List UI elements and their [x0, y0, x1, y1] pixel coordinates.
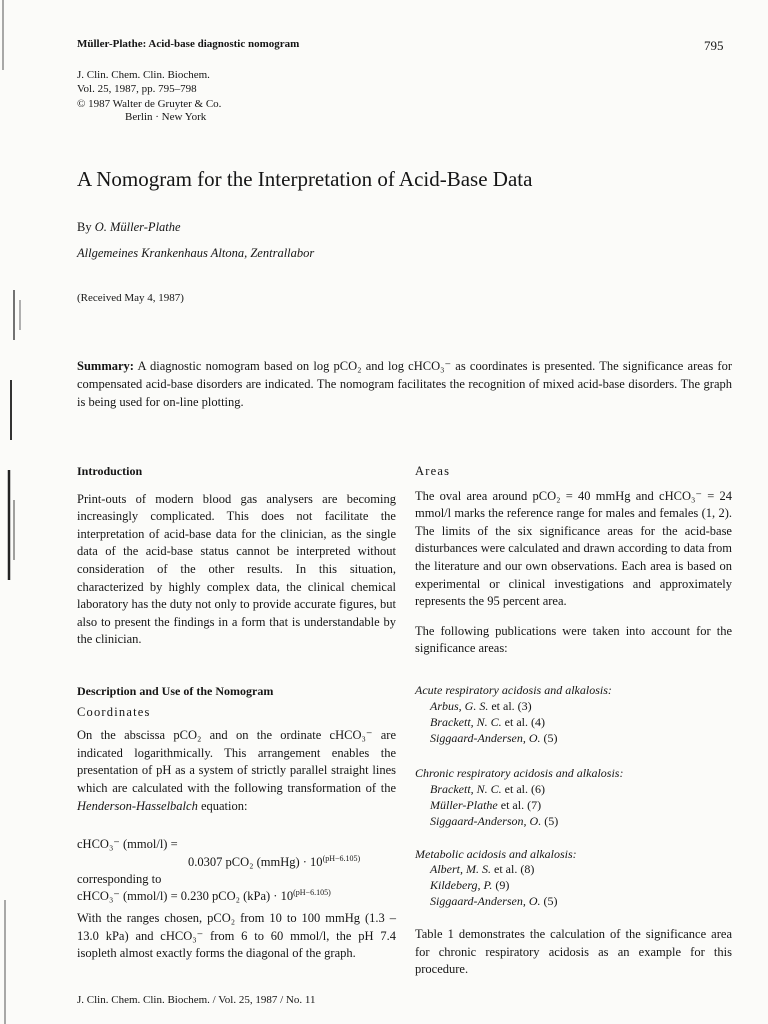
- description-heading: Description and Use of the Nomogram: [77, 684, 274, 698]
- equation-1-lhs: cHCO₃⁻ (mmol/l) =: [77, 837, 178, 851]
- copyright: © 1987 Walter de Gruyter & Co.: [77, 98, 222, 110]
- author-name: O. Müller-Plathe: [94, 220, 181, 234]
- reference-entry: [430, 715, 545, 730]
- introduction-text: Print-outs of modern blood gas analysers are becoming increasingly complicated. This does not facilitate the interpretation of acid-base data for the clinician, as the single data of the acid-base status cannot be interpreted without consideration of the other results. In this situation, characterized by highly complex data, the clinical chemical laboratory has the duty not only to provide accurate figures, but also to present the findings in a form that is understandable by the clinician.: [77, 491, 396, 647]
- article-title: A Nomogram for the Interpretation of Acid-Base Data: [77, 167, 533, 191]
- corresponding-label: corresponding to: [77, 872, 162, 886]
- equation-1-exponent: (pH−6.105): [322, 854, 361, 863]
- equation-2-body: cHCO₃⁻ (mmol/l) = 0.230 pCO₂ (kPa) · 10: [77, 889, 294, 904]
- reference-detail: et al. (3): [488, 699, 532, 713]
- page-number: 795: [704, 38, 724, 53]
- equation-2-exponent: (pH−6.105): [293, 888, 331, 897]
- equation-1-rhs: [188, 854, 360, 870]
- coordinates-text-end: equation:: [197, 798, 248, 813]
- reference-group-title: Acute respiratory acidosis and alkalosis:: [415, 683, 612, 697]
- coordinates-text-body: On the abscissa pCO₂ and on the ordinate cHCO₃⁻ are indicated logarithmically. This arrangement enables the presentation of pH as a system of strictly parallel straight lines which are calculated with the following transformation of the: [77, 728, 396, 795]
- byline-prefix: By: [77, 220, 95, 234]
- areas-text-1: The oval area around pCO₂ = 40 mmHg and cHCO₃⁻ = 24 mmol/l marks the reference range for males and females (1, 2). The limits of the six significance areas for the acid-base disturbances were calculated and drawn according to data from the literature and our own observations. Each area is based on experimental or clinical investigations and approximately represents the 95 percent area.: [415, 488, 732, 609]
- reference-entry: [430, 814, 558, 829]
- ranges-paragraph: With the ranges chosen, pCO₂ from 10 to 100 mmHg (1.3 – 13.0 kPa) and cHCO₃⁻ from 6 to 60 mmol/l, the pH 7.4 isopleth almost exactly forms the diagonal of the graph.: [77, 911, 396, 961]
- page-footer: J. Clin. Chem. Clin. Biochem. / Vol. 25, 1987 / No. 11: [77, 994, 316, 1006]
- reference-entry: [430, 731, 558, 746]
- reference-detail: (5): [541, 814, 559, 828]
- reference-entry: [430, 894, 558, 909]
- reference-author: Brackett, N. C.: [430, 782, 502, 796]
- reference-entry: [430, 798, 541, 813]
- description-section: [77, 683, 396, 815]
- henderson-hasselbalch: Henderson-Hasselbalch: [77, 798, 198, 813]
- reference-detail: et al. (8): [491, 862, 535, 876]
- reference-author: Arbus, G. S.: [430, 699, 489, 713]
- introduction-section: [77, 463, 396, 649]
- summary-text: A diagnostic nomogram based on log pCO₂ and log cHCO₃⁻ as coordinates is presented. The significance areas for compensated acid-base disorders are indicated. The nomogram facilitates the recognition of mixed acid-base disorders. The graph is being used for on-line plotting.: [77, 359, 732, 409]
- byline: [77, 220, 181, 235]
- reference-author: Siggaard-Andersen, O.: [430, 731, 541, 745]
- coordinates-text: [77, 727, 396, 815]
- summary: [77, 357, 732, 411]
- areas-section: [415, 463, 732, 658]
- reference-detail: et al. (7): [497, 798, 542, 812]
- reference-author: Siggaard-Andersen, O.: [430, 894, 541, 908]
- reference-author: Siggaard-Anderson, O.: [430, 814, 542, 828]
- reference-group-title: Chronic respiratory acidosis and alkalosis:: [415, 766, 624, 780]
- areas-text-2: The following publications were taken into account for the significance areas:: [415, 623, 732, 656]
- summary-label: Summary:: [77, 359, 134, 373]
- reference-detail: (5): [540, 731, 558, 745]
- table-intro-paragraph: Table 1 demonstrates the calculation of the significance area for chronic respiratory acidosis as an example for this procedure.: [415, 927, 732, 977]
- equation-1-body: 0.0307 pCO₂ (mmHg) · 10: [188, 855, 323, 870]
- reference-entry: [430, 878, 509, 893]
- reference-entry: [430, 782, 545, 797]
- affiliation: Allgemeines Krankenhaus Altona, Zentrallabor: [77, 246, 315, 260]
- areas-heading: Areas: [415, 464, 451, 478]
- reference-detail: et al. (4): [501, 715, 545, 729]
- coordinates-subheading: Coordinates: [77, 704, 151, 719]
- running-title: Müller-Plathe: Acid-base diagnostic nomogram: [77, 38, 300, 50]
- introduction-heading: Introduction: [77, 464, 143, 478]
- reference-author: Kildeberg, P.: [430, 878, 493, 892]
- reference-author: Brackett, N. C.: [430, 715, 502, 729]
- journal-name: J. Clin. Chem. Clin. Biochem.: [77, 69, 210, 81]
- reference-author: Albert, M. S.: [430, 862, 491, 876]
- reference-entry: [430, 862, 534, 877]
- reference-detail: (9): [492, 878, 510, 892]
- publisher-location: Berlin · New York: [125, 111, 207, 123]
- reference-author: Müller-Plathe: [430, 798, 498, 812]
- received-date: (Received May 4, 1987): [77, 292, 184, 304]
- reference-detail: (5): [540, 894, 558, 908]
- equation-2: [77, 888, 331, 904]
- journal-volume: Vol. 25, 1987, pp. 795–798: [77, 83, 197, 95]
- reference-group-title: Metabolic acidosis and alkalosis:: [415, 847, 577, 861]
- reference-entry: [430, 699, 532, 714]
- scan-edge-marks: [0, 0, 30, 1024]
- reference-detail: et al. (6): [501, 782, 545, 796]
